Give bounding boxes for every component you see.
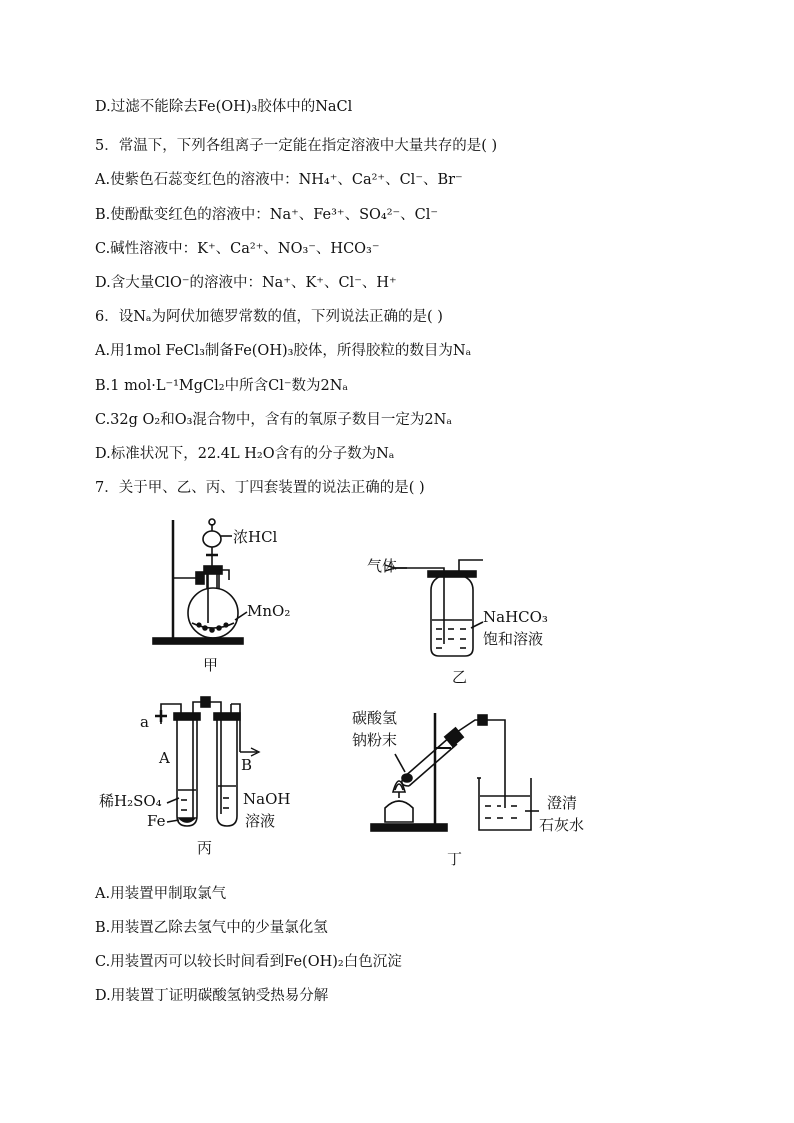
ding-liquid-label-2: 石灰水: [539, 816, 585, 834]
bing-name-label: 丙: [197, 839, 213, 857]
ding-flame: [393, 781, 405, 792]
ding-liquid-label-1: 澄清: [547, 794, 578, 812]
jia-clamp: [196, 572, 204, 584]
q5-option-d: D.含大量ClO⁻的溶液中：Na⁺、K⁺、Cl⁻、H⁺: [95, 275, 397, 291]
jia-hcl-label: 浓HCl: [233, 528, 278, 546]
q6-option-d: D.标准状况下，22.4L H₂O含有的分子数为Nₐ: [95, 446, 395, 462]
ding-tube-bottom: [409, 744, 457, 786]
bing-naoh-label: NaOH: [243, 790, 291, 808]
q7-option-c: C.用装置丙可以较长时间看到Fe(OH)₂白色沉淀: [95, 954, 402, 970]
yi-solution-label: 饱和溶液: [483, 630, 544, 648]
ding-name-label: 丁: [447, 850, 463, 868]
yi-nahco3-label: NaHCO₃: [483, 608, 548, 626]
ding-powder: [402, 774, 412, 782]
q5-stem: 5．常温下，下列各组离子一定能在指定溶液中大量共存的是( ): [95, 138, 498, 154]
jia-base: [153, 638, 243, 644]
q5-option-a: A.使紫色石蕊变红色的溶液中：NH₄⁺、Ca²⁺、Cl⁻、Br⁻: [95, 172, 463, 188]
apparatus-bing: [99, 697, 290, 857]
yi-bottle: [431, 576, 473, 656]
yi-inlet-tube: [395, 568, 444, 644]
yi-name-label: 乙: [452, 668, 468, 686]
bing-solution-label: 溶液: [245, 812, 276, 830]
q7-option-a: A.用装置甲制取氯气: [95, 886, 227, 902]
apparatus-figure: [95, 508, 655, 880]
yi-gas-label: 气体: [367, 557, 398, 575]
q6-option-a: A.用1mol FeCl₃制备Fe(OH)₃胶体，所得胶粒的数目为Nₐ: [95, 343, 472, 359]
ding-tube-top: [403, 736, 451, 778]
q6-option-b: B.1 mol·L⁻¹MgCl₂中所含Cl⁻数为2Nₐ: [95, 378, 348, 394]
bing-tube-a-label: A: [159, 749, 170, 767]
q6-option-c: C.32g O₂和O₃混合物中，含有的氧原子数目一定为2Nₐ: [95, 412, 452, 428]
ding-base: [371, 824, 447, 831]
bing-tube-b-label: B: [241, 756, 253, 774]
bing-tube-b: [217, 718, 237, 826]
bing-acid-label: 稀H₂SO₄: [99, 792, 162, 810]
ding-solid-label-2: 钠粉末: [352, 731, 398, 749]
yi-stopper: [428, 571, 476, 577]
q7-stem: 7．关于甲、乙、丙、丁四套装置的说法正确的是( ): [95, 480, 425, 496]
q7-option-d: D.用装置丁证明碳酸氢钠受热易分解: [95, 988, 329, 1004]
jia-name-label: 甲: [203, 656, 219, 674]
jia-mno2-label: MnO₂: [247, 602, 291, 620]
apparatus-ding: [352, 709, 584, 868]
q7-option-b: B.用装置乙除去氢气中的少量氯化氢: [95, 920, 328, 936]
apparatus-yi: [367, 557, 548, 686]
bing-fe-label: Fe: [147, 812, 166, 830]
q5-option-b: B.使酚酞变红色的溶液中：Na⁺、Fe³⁺、SO₄²⁻、Cl⁻: [95, 207, 439, 223]
q4-option-d: D.过滤不能除去Fe(OH)₃胶体中的NaCl: [95, 99, 353, 115]
q5-option-c: C.碱性溶液中：K⁺、Ca²⁺、NO₃⁻、HCO₃⁻: [95, 241, 380, 257]
jia-funnel: [203, 531, 221, 547]
bing-fe: [179, 818, 195, 822]
q6-stem: 6．设Nₐ为阿伏加德罗常数的值，下列说法正确的是( ): [95, 309, 443, 325]
ding-burner: [385, 801, 413, 822]
ding-solid-label-1: 碳酸氢: [352, 709, 398, 727]
apparatus-jia: [153, 519, 290, 674]
bing-valve-label: a: [140, 713, 149, 731]
